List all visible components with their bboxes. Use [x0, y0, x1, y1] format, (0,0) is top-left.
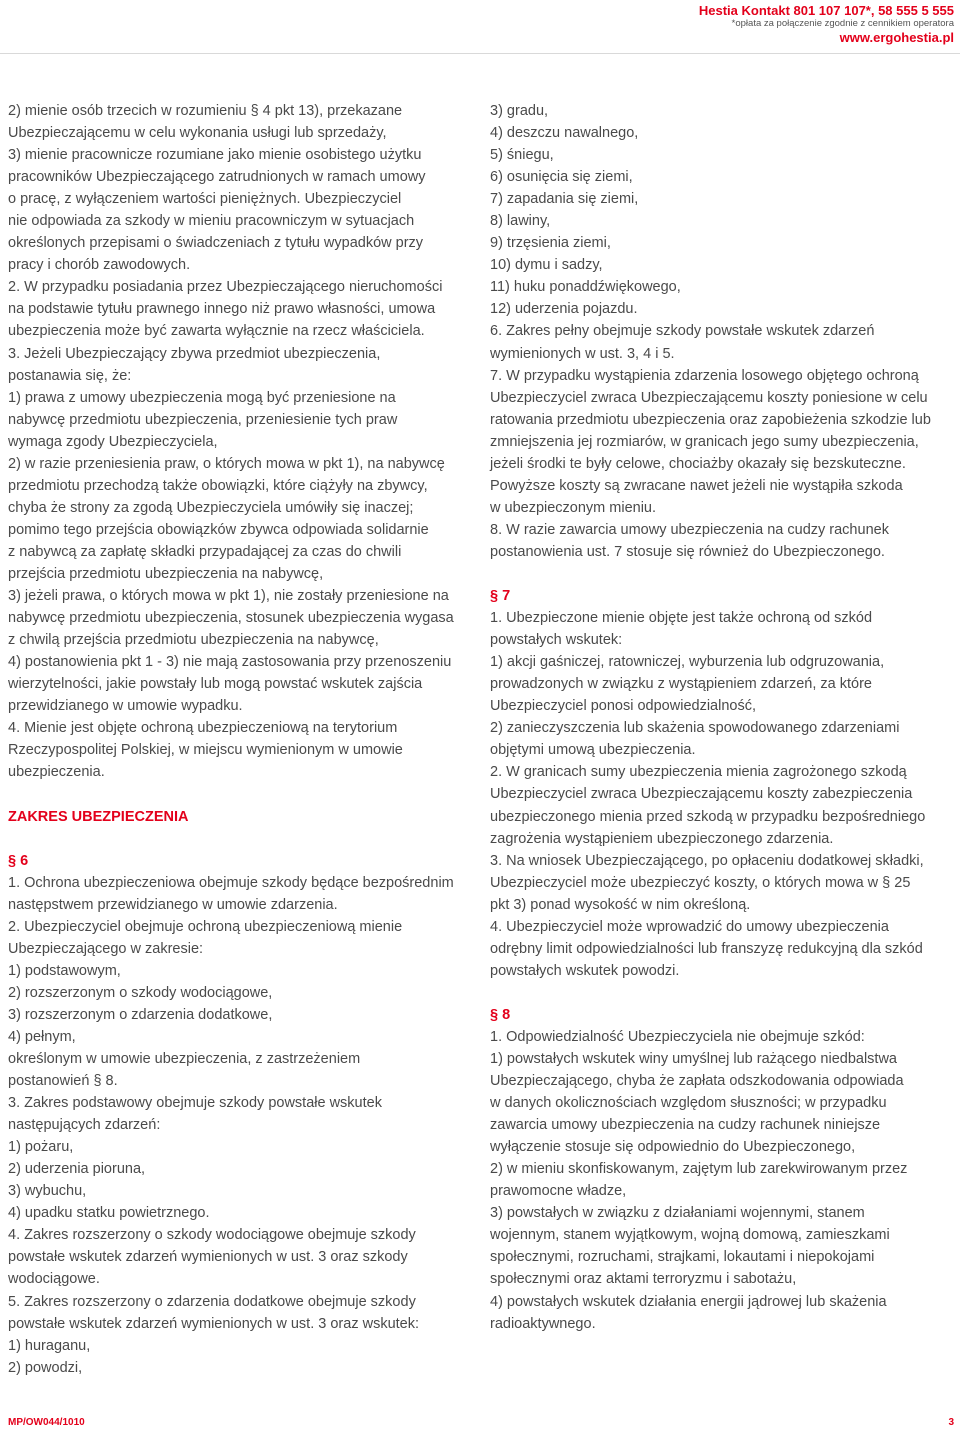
text-line: zmniejszenia jej rozmiarów, w granicach jego sumy ubezpieczenia, [490, 433, 919, 450]
text-line: postanowienia ust. 7 stosuje się również do Ubezpieczonego. [490, 543, 885, 560]
text-line: prowadzonych w związku z wystąpieniem zdarzeń, za które [490, 676, 872, 693]
text-line: społecznymi, rozruchami, strajkami, lokautami i niepokojami [490, 1249, 875, 1266]
document-code: MP/OW044/1010 [8, 1417, 85, 1428]
text-line: chyba że strony za zgodą Ubezpieczyciela umówiły się inaczej; [8, 499, 414, 516]
right-block-3 [490, 1026, 954, 1335]
text-line: Rzeczypospolitej Polskiej, w miejscu wymienionym w umowie [8, 742, 403, 759]
text-line: 1. Ochrona ubezpieczeniowa obejmuje szkody będące bezpośrednim [8, 874, 454, 891]
text-line: 5) śniegu, [490, 147, 554, 164]
text-line: na podstawie tytułu prawnego innego niż prawo własności, umowa [8, 301, 436, 318]
text-line: 5. Zakres rozszerzony o zdarzenia dodatkowe obejmuje szkody [8, 1293, 416, 1310]
text-line: 2. W granicach sumy ubezpieczenia mienia zagrożonego szkodą [490, 764, 907, 781]
left-block-2 [8, 872, 470, 1379]
text-line: nabywcę przedmiotu ubezpieczenia, przeniesienie tych praw [8, 411, 398, 428]
text-line: pkt 3) ponad wysokość w nim określoną. [490, 896, 751, 913]
text-line: zagrożenia wystąpieniem ubezpieczonego zdarzenia. [490, 830, 834, 847]
text-line: 2) w razie przeniesienia praw, o których mowa w pkt 1), na nabywcę [8, 455, 445, 472]
text-line: 7. W przypadku wystąpienia zdarzenia losowego objętego ochroną [490, 367, 919, 384]
text-line: 2) zanieczyszczenia lub skażenia spowodowanego zdarzeniami [490, 720, 900, 737]
paragraph-6-sign: § 6 [8, 852, 29, 869]
text-line: 3. Na wniosek Ubezpieczającego, po opłaceniu dodatkowej składki, [490, 852, 924, 869]
text-line: ubezpieczenia. [8, 764, 105, 781]
text-line: wymaga zgody Ubezpieczyciela, [8, 433, 218, 450]
text-line: 6) osunięcia się ziemi, [490, 169, 633, 186]
text-line: 11) huku ponaddźwiękowego, [490, 279, 681, 296]
text-line: ubezpieczenia może być zawarta wyłącznie na rzecz właściciela. [8, 323, 425, 340]
text-line: Ubezpieczyciel zwraca Ubezpieczającemu koszty poniesione w celu [490, 389, 928, 406]
paragraph-8-sign: § 8 [490, 1006, 511, 1023]
text-line: postanawia się, że: [8, 367, 132, 384]
text-line: Ubezpieczyciel ponosi odpowiedzialność, [490, 698, 756, 715]
text-line: 4) pełnym, [8, 1028, 76, 1045]
text-line: 4. Mienie jest objęte ochroną ubezpieczeniową na terytorium [8, 720, 398, 737]
text-line: 1) prawa z umowy ubezpieczenia mogą być przeniesione na [8, 389, 396, 406]
text-line: 2) powodzi, [8, 1359, 83, 1376]
text-line: 4) deszczu nawalnego, [490, 125, 639, 142]
text-line: Ubezpieczyciel może ubezpieczyć koszty, o których mowa w § 25 [490, 874, 911, 891]
text-line: 4. Ubezpieczyciel może wprowadzić do umowy ubezpieczenia [490, 918, 889, 935]
text-line: postanowień § 8. [8, 1073, 118, 1090]
text-line: 1) akcji gaśniczej, ratowniczej, wyburzenia lub odgruzowania, [490, 654, 885, 671]
text-line: 3. Jeżeli Ubezpieczający zbywa przedmiot ubezpieczenia, [8, 345, 381, 362]
contact-website[interactable]: www.ergohestia.pl [839, 30, 954, 45]
text-line: 1) powstałych wskutek winy umyślnej lub rażącego niedbalstwa [490, 1051, 897, 1068]
text-line: w danych okolicznościach względom słuszności; w przypadku [490, 1095, 887, 1112]
text-line: 1. Odpowiedzialność Ubezpieczyciela nie obejmuje szkód: [490, 1028, 865, 1045]
text-line: 6. Zakres pełny obejmuje szkody powstałe wskutek zdarzeń [490, 323, 875, 340]
text-line: pomimo tego przejścia obowiązków zbywca odpowiada solidarnie [8, 521, 429, 538]
text-line: ubezpieczonego mienia przed szkodą w przypadku bezpośredniego [490, 808, 926, 825]
text-line: 4. Zakres rozszerzony o szkody wodociągowe obejmuje szkody [8, 1227, 416, 1244]
left-column [8, 100, 470, 1379]
section-title: ZAKRES UBEZPIECZENIA [8, 808, 189, 825]
right-block-2 [490, 607, 954, 982]
text-line: 3) jeżeli prawa, o których mowa w pkt 1), nie zostały przeniesione na [8, 588, 449, 605]
text-line: 3) rozszerzonym o zdarzenia dodatkowe, [8, 1006, 273, 1023]
text-line: w ubezpieczonym mieniu. [490, 499, 657, 516]
text-line: 7) zapadania się ziemi, [490, 191, 639, 208]
text-line: wierzytelności, jakie powstały lub mogą powstać wskutek zajścia [8, 676, 423, 693]
text-line: prawomocne władze, [490, 1183, 627, 1200]
text-line: 3) gradu, [490, 103, 549, 119]
text-line: powstałe wskutek zdarzeń wymienionych w ust. 3 oraz szkody [8, 1249, 408, 1266]
right-column [490, 100, 954, 1335]
text-line: 1. Ubezpieczone mienie objęte jest także ochroną od szkód [490, 610, 873, 627]
text-line: 3. Zakres podstawowy obejmuje szkody powstałe wskutek [8, 1095, 382, 1112]
text-line: Ubezpieczającego w zakresie: [8, 940, 204, 957]
text-line: 12) uderzenia pojazdu. [490, 301, 638, 318]
page-number: 3 [948, 1417, 954, 1428]
text-line: 2. Ubezpieczyciel obejmuje ochroną ubezpieczeniową mienie [8, 918, 403, 935]
text-line: 4) upadku statku powietrznego. [8, 1205, 210, 1222]
text-line: 3) wybuchu, [8, 1183, 87, 1200]
text-line: 3) powstałych w związku z działaniami wojennymi, stanem [490, 1205, 865, 1222]
text-line: 1) huraganu, [8, 1337, 91, 1354]
text-line: wyłączenie stosuje się odpowiednio do Ubezpieczonego, [490, 1139, 856, 1156]
text-line: 2) uderzenia pioruna, [8, 1161, 146, 1178]
text-line: 9) trzęsienia ziemi, [490, 235, 611, 252]
text-line: Ubezpieczyciel zwraca Ubezpieczającemu koszty zabezpieczenia [490, 786, 913, 803]
text-line: z nabywcą za zapłatę składki przypadającej za czas do chwili [8, 543, 402, 560]
text-line: 4) postanowienia pkt 1 - 3) nie mają zastosowania przy przenoszeniu [8, 654, 452, 671]
text-line: 8) lawiny, [490, 213, 551, 230]
text-line: 2) w mieniu skonfiskowanym, zajętym lub zarekwirowanym przez [490, 1161, 908, 1178]
header-contact [699, 3, 954, 45]
text-line: 8. W razie zawarcia umowy ubezpieczenia na cudzy rachunek [490, 521, 889, 538]
text-line: 4) powstałych wskutek działania energii jądrowej lub skażenia [490, 1293, 887, 1310]
text-line: ratowania przedmiotu ubezpieczenia oraz zapobieżenia szkodzie lub [490, 411, 931, 428]
text-line: objętymi umową ubezpieczenia. [490, 742, 696, 759]
text-line: powstałych wskutek: [490, 632, 623, 649]
text-line: wodociągowe. [8, 1271, 100, 1288]
text-line: powstałych wskutek powodzi. [490, 962, 680, 979]
text-line: określonym w umowie ubezpieczenia, z zastrzeżeniem [8, 1051, 361, 1068]
contact-note: *opłata za połączenie zgodnie z cennikiem operatora [731, 18, 954, 29]
text-line: z chwilą przejścia przedmiotu ubezpieczenia na nabywcę, [8, 632, 379, 649]
text-line: jeżeli środki te były celowe, chociażby okazały się bezskuteczne. [490, 455, 906, 472]
paragraph-7-sign: § 7 [490, 588, 511, 605]
text-line: 3) mienie pracownicze rozumiane jako mienie osobistego użytku [8, 147, 422, 164]
text-line: zawarcia umowy ubezpieczenia na cudzy rachunek niniejsze [490, 1117, 881, 1134]
text-line: Ubezpieczającego, chyba że zapłata odszkodowania odpowiada [490, 1073, 904, 1090]
text-line: nie odpowiada za szkody w mieniu pracowniczym w sytuacjach [8, 213, 415, 230]
text-line: 2) mienie osób trzecich w rozumieniu § 4 pkt 13), przekazane [8, 103, 403, 119]
text-line: o pracę, z wyłączeniem wartości pieniężnych. Ubezpieczyciel [8, 191, 402, 208]
text-line: 10) dymu i sadzy, [490, 257, 603, 274]
text-line: pracy i chorób zawodowych. [8, 257, 191, 274]
right-block-1 [490, 100, 954, 563]
text-line: następstwem przewidzianego w umowie zdarzenia. [8, 896, 338, 913]
text-line: 1) podstawowym, [8, 962, 121, 979]
header-divider [0, 53, 960, 54]
text-line: wymienionych w ust. 3, 4 i 5. [490, 345, 675, 362]
text-line: przewidzianego w umowie wypadku. [8, 698, 243, 715]
text-line: wojennym, stanem wyjątkowym, wojną domową, zamieszkami [490, 1227, 890, 1244]
text-line: radioaktywnego. [490, 1315, 596, 1332]
text-line: społecznymi oraz aktami terroryzmu i sabotażu, [490, 1271, 797, 1288]
text-line: 2. W przypadku posiadania przez Ubezpieczającego nieruchomości [8, 279, 443, 296]
text-line: przedmiotu przechodzą także obowiązki, które ciążyły na zbywcy, [8, 477, 428, 494]
text-line: przejścia przedmiotu ubezpieczenia na nabywcę, [8, 565, 324, 582]
text-line: Ubezpieczającemu w celu wykonania usługi lub sprzedaży, [8, 125, 387, 142]
text-line: powstałe wskutek zdarzeń wymienionych w ust. 3 oraz wskutek: [8, 1315, 420, 1332]
text-line: 1) pożaru, [8, 1139, 74, 1156]
text-line: odrębny limit odpowiedzialności lub franszyzę redukcyjną dla szkód [490, 940, 923, 957]
text-line: pracowników Ubezpieczającego zatrudnionych w ramach umowy [8, 169, 426, 186]
left-block-1 [8, 100, 470, 783]
contact-phone: Hestia Kontakt 801 107 107*, 58 555 5 555 [698, 3, 954, 18]
text-line: następujących zdarzeń: [8, 1117, 161, 1134]
text-line: określonych przepisami o świadczeniach z tytułu wypadków przy [8, 235, 424, 252]
text-line: Powyższe koszty są zwracane nawet jeżeli nie wystąpiła szkoda [490, 477, 903, 494]
text-line: nabywcę przedmiotu ubezpieczenia, stosunek ubezpieczenia wygasa [8, 610, 454, 627]
text-line: 2) rozszerzonym o szkody wodociągowe, [8, 984, 273, 1001]
